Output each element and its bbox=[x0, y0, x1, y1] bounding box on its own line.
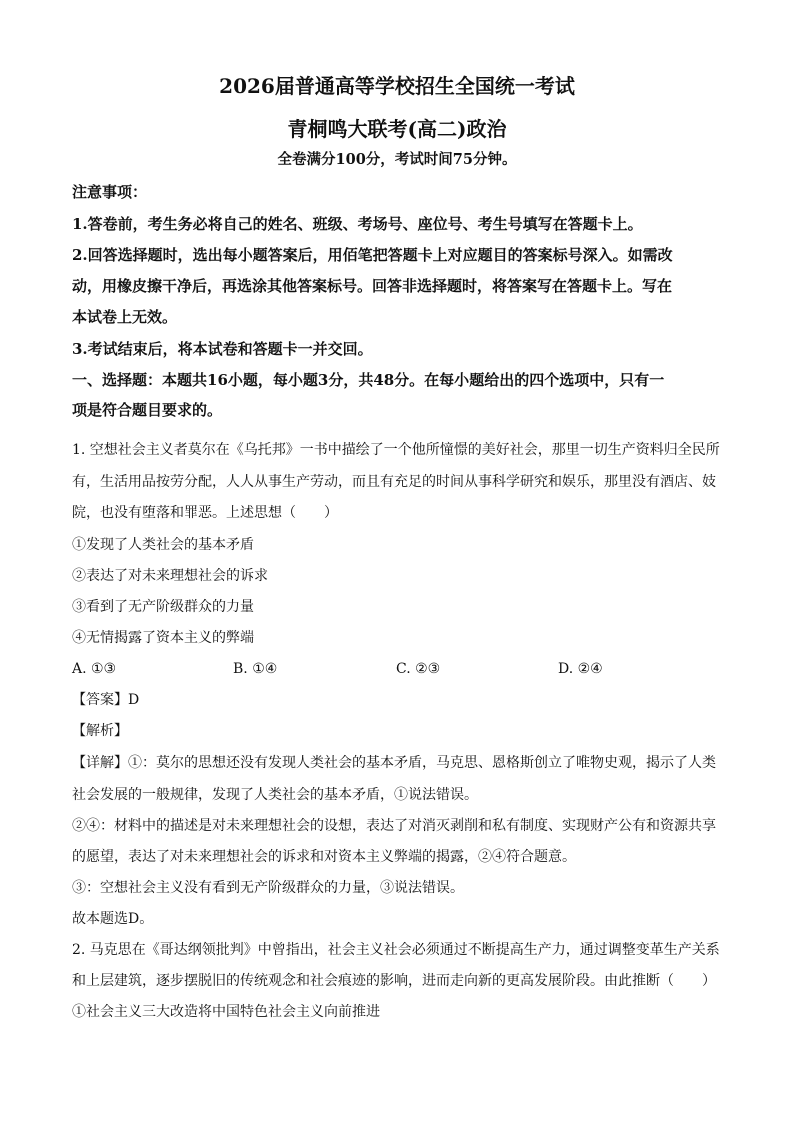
q1-statement-2: ②表达了对未来理想社会的诉求 bbox=[72, 568, 268, 584]
q1-detail-line-1: 【详解】①：莫尔的思想还没有发现人类社会的基本矛盾，马克思、恩格斯创立了唯物史观，揭示了人类 bbox=[72, 755, 716, 771]
q1-option-b: B. ①④ bbox=[233, 661, 278, 677]
exam-subtitle: 青桐鸣大联考(高二)政治 bbox=[287, 117, 507, 141]
notice-item-2-line-3: 本试卷上无效。 bbox=[72, 308, 178, 326]
q1-stem-line-3: 院，也没有堕落和罪恶。上述思想（ ） bbox=[72, 505, 338, 521]
q1-detail-line-2: 社会发展的一般规律，发现了人类社会的基本矛盾，①说法错误。 bbox=[72, 787, 478, 803]
q2-statement-1: ①社会主义三大改造将中国特色社会主义向前推进 bbox=[72, 1004, 380, 1020]
q1-detail-line-3: ②④：材料中的描述是对未来理想社会的设想，表达了对消灭剥削和私有制度、实现财产公有和资源共享 bbox=[72, 818, 716, 834]
q1-statement-1: ①发现了人类社会的基本矛盾 bbox=[72, 537, 254, 553]
section-heading-line-2: 项是符合题目要求的。 bbox=[72, 401, 223, 419]
q1-option-c: C. ②③ bbox=[396, 661, 441, 677]
exam-info: 全卷满分100分，考试时间75分钟。 bbox=[277, 151, 517, 168]
q2-stem-line-1: 2. 马克思在《哥达纲领批判》中曾指出，社会主义社会必须通过不断提高生产力，通过调整变革生产关系 bbox=[72, 942, 720, 958]
exam-title: 2026届普通高等学校招生全国统一考试 bbox=[219, 74, 575, 98]
q1-stem-line-2: 有，生活用品按劳分配，人人从事生产劳动，而且有充足的时间从事科学研究和娱乐，那里没有酒店、妓 bbox=[72, 474, 716, 490]
q1-conclusion: 故本题选D。 bbox=[72, 911, 154, 927]
q1-analysis-label: 【解析】 bbox=[72, 723, 128, 739]
q1-stem-line-1: 1. 空想社会主义者莫尔在《乌托邦》一书中描绘了一个他所憧憬的美好社会，那里一切生产资料归全民所 bbox=[72, 442, 720, 458]
q1-option-a: A. ①③ bbox=[72, 661, 117, 677]
q1-detail-line-4: 的愿望，表达了对未来理想社会的诉求和对资本主义弊端的揭露，②④符合题意。 bbox=[72, 849, 576, 865]
notice-item-1: 1.答卷前，考生务必将自己的姓名、班级、考场号、座位号、考生号填写在答题卡上。 bbox=[72, 215, 643, 233]
notice-item-3: 3.考试结束后，将本试卷和答题卡一并交回。 bbox=[72, 340, 373, 358]
q1-option-d: D. ②④ bbox=[558, 661, 603, 677]
q1-answer: 【答案】D bbox=[72, 692, 140, 708]
q2-stem-line-2: 和上层建筑，逐步摆脱旧的传统观念和社会痕迹的影响，进而走向新的更高发展阶段。由此推断（ ） bbox=[72, 973, 716, 989]
notice-item-2-line-2: 动，用橡皮擦干净后，再选涂其他答案标号。回答非选择题时，将答案写在答题卡上。写在 bbox=[72, 277, 673, 295]
notice-heading: 注意事项： bbox=[72, 183, 148, 201]
q1-detail-line-5: ③：空想社会主义没有看到无产阶级群众的力量，③说法错误。 bbox=[72, 880, 464, 896]
section-heading-line-1: 一、选择题：本题共16小题，每小题3分，共48分。在每小题给出的四个选项中，只有一 bbox=[72, 371, 665, 389]
q1-statement-4: ④无情揭露了资本主义的弊端 bbox=[72, 630, 254, 646]
notice-item-2-line-1: 2.回答选择题时，选出每小题答案后，用佰笔把答题卡上对应题目的答案标号深入。如需改 bbox=[72, 246, 673, 264]
q1-statement-3: ③看到了无产阶级群众的力量 bbox=[72, 599, 254, 615]
